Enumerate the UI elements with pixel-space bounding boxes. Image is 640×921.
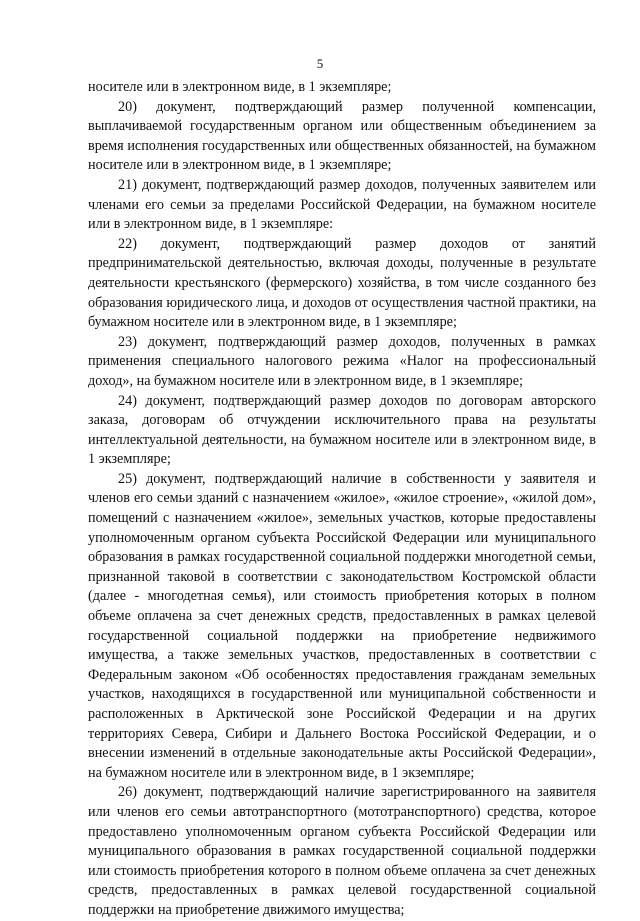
paragraph-continuation: носителе или в электронном виде, в 1 экземпляре; [88, 79, 392, 95]
paragraph-item-24: 24) документ, подтверждающий размер доходов по договорам авторского заказа, договорам об отчуждении исключительного права на результаты интеллектуальной деятельности, на бумажном носителе или в электронном виде, в 1 экземпляре; [88, 392, 596, 468]
paragraph-item-20: 20) документ, подтверждающий размер полученной компенсации, выплачиваемой государственным органом или общественным объединением за время исполнения государственных или общественных обязанностей, на бумажном носителе или в электронном виде, в 1 экземпляре; [88, 98, 596, 174]
paragraph-item-22: 22) документ, подтверждающий размер доходов от занятий предпринимательской деятельностью, включая доходы, полученные в результате деятельности крестьянского (фермерского) хозяйства, в том числе созданного без образования юридического лица, и доходов от осуществления частной практики, на бумажном носителе или в электронном виде, в 1 экземпляре; [88, 235, 596, 331]
paragraph-item-21: 21) документ, подтверждающий размер доходов, полученных заявителем или членами его семьи за пределами Российской Федерации, на бумажном носителе или в электронном виде, в 1 экземпляре: [88, 176, 596, 233]
page-number: 5 [316, 56, 324, 71]
document-body [88, 78, 596, 921]
paragraph-item-23: 23) документ, подтверждающий размер доходов, полученных в рамках применения специального налогового режима «Налог на профессиональный доход», на бумажном носителе или в электронном виде, в 1 экземпляре; [88, 333, 596, 389]
paragraph-item-26: 26) документ, подтверждающий наличие зарегистрированного на заявителя или членов его семьи автотранспортного (мототранспортного) средства, которое предоставлено уполномоченным органом субъекта Российской Федерации или муниципального образования в рамках государственной социальной поддержки или стоимость приобретения которого в полном объеме оплачена за счет денежных средств, предоставленных в рамках целевой государственной социальной поддержки на приобретение движимого имущества; [88, 784, 596, 918]
paragraph-item-25: 25) документ, подтверждающий наличие в собственности у заявителя и членов его семьи зданий с назначением «жилое», «жилое строение», «жилой дом», помещений с назначением «жилое», земельных участков, которые предоставлены уполномоченным органом субъекта Российской Федерации или муниципального образования в рамках государственной социальной поддержки многодетной семьи, признанной таковой в соответствии с законодательством Костромской области (далее - многодетная семья), или стоимость приобретения которых в полном объеме оплачена за счет денежных средств, предоставленных в рамках целевой государственной социальной поддержки на приобретение недвижимого имущества, а также земельных участков, предоставленных в соответствии с Федеральным законом «Об особенностях предоставления гражданам земельных участков, находящихся в государственной или муниципальной собственности и расположенных в Арктической зоне Российской Федерации и на других территориях Севера, Сибири и Дальнего Востока Российской Федерации, и о внесении изменений в отдельные законодательные акты Российской Федерации», на бумажном носителе или в электронном виде, в 1 экземпляре; [88, 470, 596, 781]
